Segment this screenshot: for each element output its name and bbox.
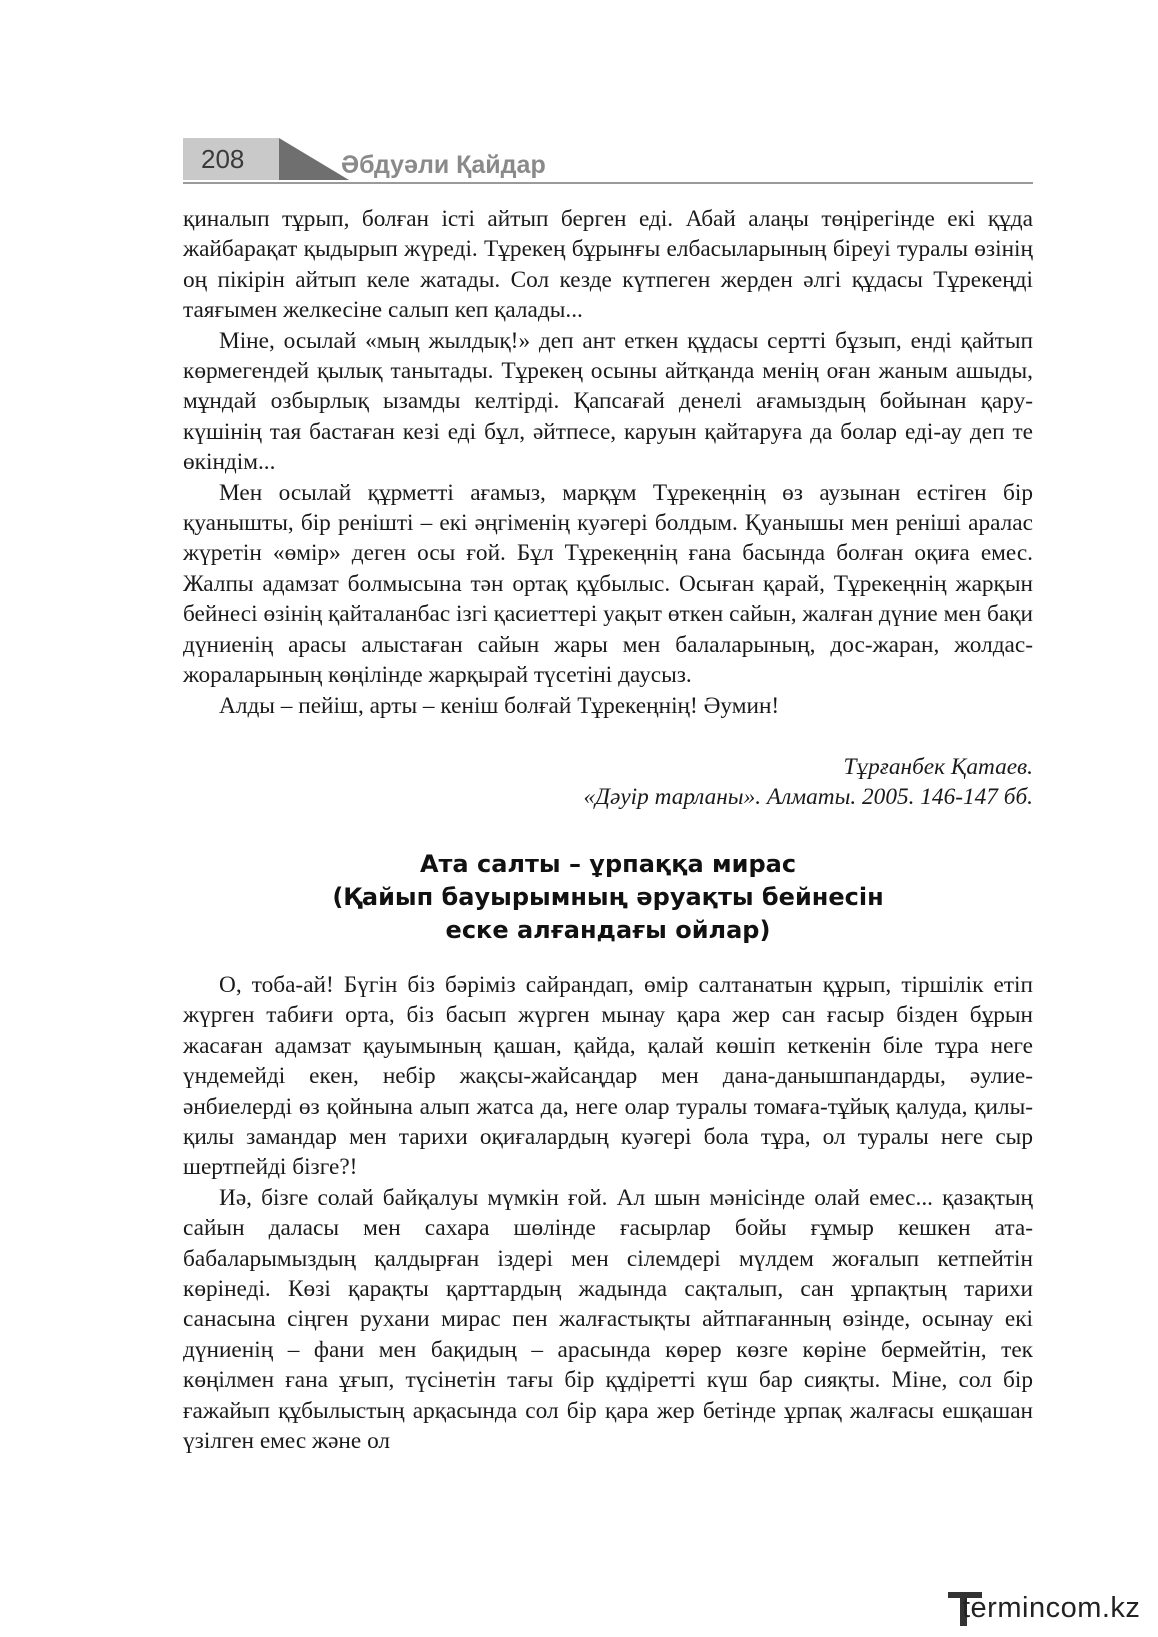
header-triangle-decoration [279,138,349,180]
heading-line: Ата салты – ұрпаққа мирас [419,850,797,878]
paragraph: Иә, бізге солай байқалуы мүмкін ғой. Ал шын мәнісінде олай емес... қазақтың сайын даласы мен сахара шөлінде ғасырлар бойы ғұмыр кешкен ата-бабаларымыздың қалдырған іздері мен сілемдері мүлдем жоғалып кетпейтін көрінеді. Көзі қарақты қарттардың жадында сақталып, сан ұрпақтың тарихи санасына сіңген рухани мирас пен жалғастықты айтпағанның өзінде, осынау екі дүниенің – фани мен бақидың – арасында көрер көзге көріне бермейтін, тек көңілмен ғана ұғып, түсінетін тағы бір құдіретті күш бар сияқты. Міне, сол бір ғажайып құбылыстың арқасында сол бір қара жер бетінде ұрпақ жалғасы ешқашан үзілген емес және ол [183,1184,1033,1455]
section-heading [183,848,1033,947]
signature-source: «Дәуір тарланы». Алматы. 2005. 146-147 бб. [583,784,1033,810]
signature-name: Тұрғанбек Қатаев. [843,754,1033,780]
page-header [183,138,1033,188]
watermark-logo [948,1588,1153,1632]
watermark-text: termincom.kz [962,1592,1141,1624]
page-number-box [183,138,279,180]
paragraph: Алды – пейіш, арты – кеніш болғай Тұрекеңнің! Әумин! [219,692,780,719]
paragraph: қиналып тұрып, болған істі айтып берген еді. Абай алаңы төңірегінде екі құда жайбарақат қыдырып жүреді. Тұрекең бұрынғы елбасыларының біреуі туралы өзінің оң пікірін айтып келе жатады. Сол кезде күтпеген жерден әлгі құдасы Тұрекеңді таяғымен желкесіне салып кеп қалады... [183,206,1033,324]
paragraph: Міне, осылай «мың жылдық!» деп ант еткен құдасы сертті бұзып, енді қайтып көрмегендей қылық танытады. Тұрекең осыны айтқанда менің оған жаным ашыды, мұндай озбырлық ызамды келтірді. Қапсағай денелі ағамыздың бойынан қару-күшінің тая бастаған кезі еді бұл, әйтпесе, каруын қайтаруға да болар еді-ау деп те өкіндім... [183,327,1033,476]
top-text-block [183,204,1033,721]
page-number: 208 [201,144,245,174]
paragraph: Мен осылай құрметті ағамыз, марқұм Тұрекеңнің өз аузынан естіген бір қуанышты, бір реніштi – екі әңгіменің куәгері болдым. Қуанышы мен реніші аралас жүретін «өмір» деген осы ғой. Бұл Тұрекеңнің ғана басында болған оқиға емес. Жалпы адамзат болмысына тән ортақ құбылыс. Осыған қарай, Тұрекеңнің жарқын бейнесі өзінің қайталанбас ізгі қасиеттері уақыт өткен сайын, жалған дүние мен бақи дүниенің арасы алыстаған сайын жары мен балаларының, дос-жаран, жолдас-жораларының көңілінде жарқырай түсетіні даусыз. [183,479,1033,689]
bottom-text-block [183,970,1033,1457]
running-head-author: Әбдуәли Қайдар [341,151,546,179]
heading-line: еске алғандағы ойлар) [445,916,771,944]
paragraph: О, тоба-ай! Бүгін біз бәріміз сайрандап, өмір салтанатын құрып, тіршілік етіп жүрген табиғи орта, біз басып жүрген мынау қара жер сан ғасыр бізден бұрын жасаған адамзат қауымының қашан, қайда, қалай көшіп кеткенін біле тұра неге үндемейді екен, небір жақсы-жайсаңдар мен дана-данышпандарды, әулие-әнбиелерді өз қойнына алып жатса да, неге олар туралы томаға-тұйық қалуда, қилы-қилы замандар мен тарихи оқиғалардың куәгері бола тұра, ол туралы неге сыр шертпейді бізге?! [183,972,1033,1181]
heading-line: (Қайып бауырымның әруақты бейнесін [332,883,884,911]
header-rule [183,182,1033,184]
